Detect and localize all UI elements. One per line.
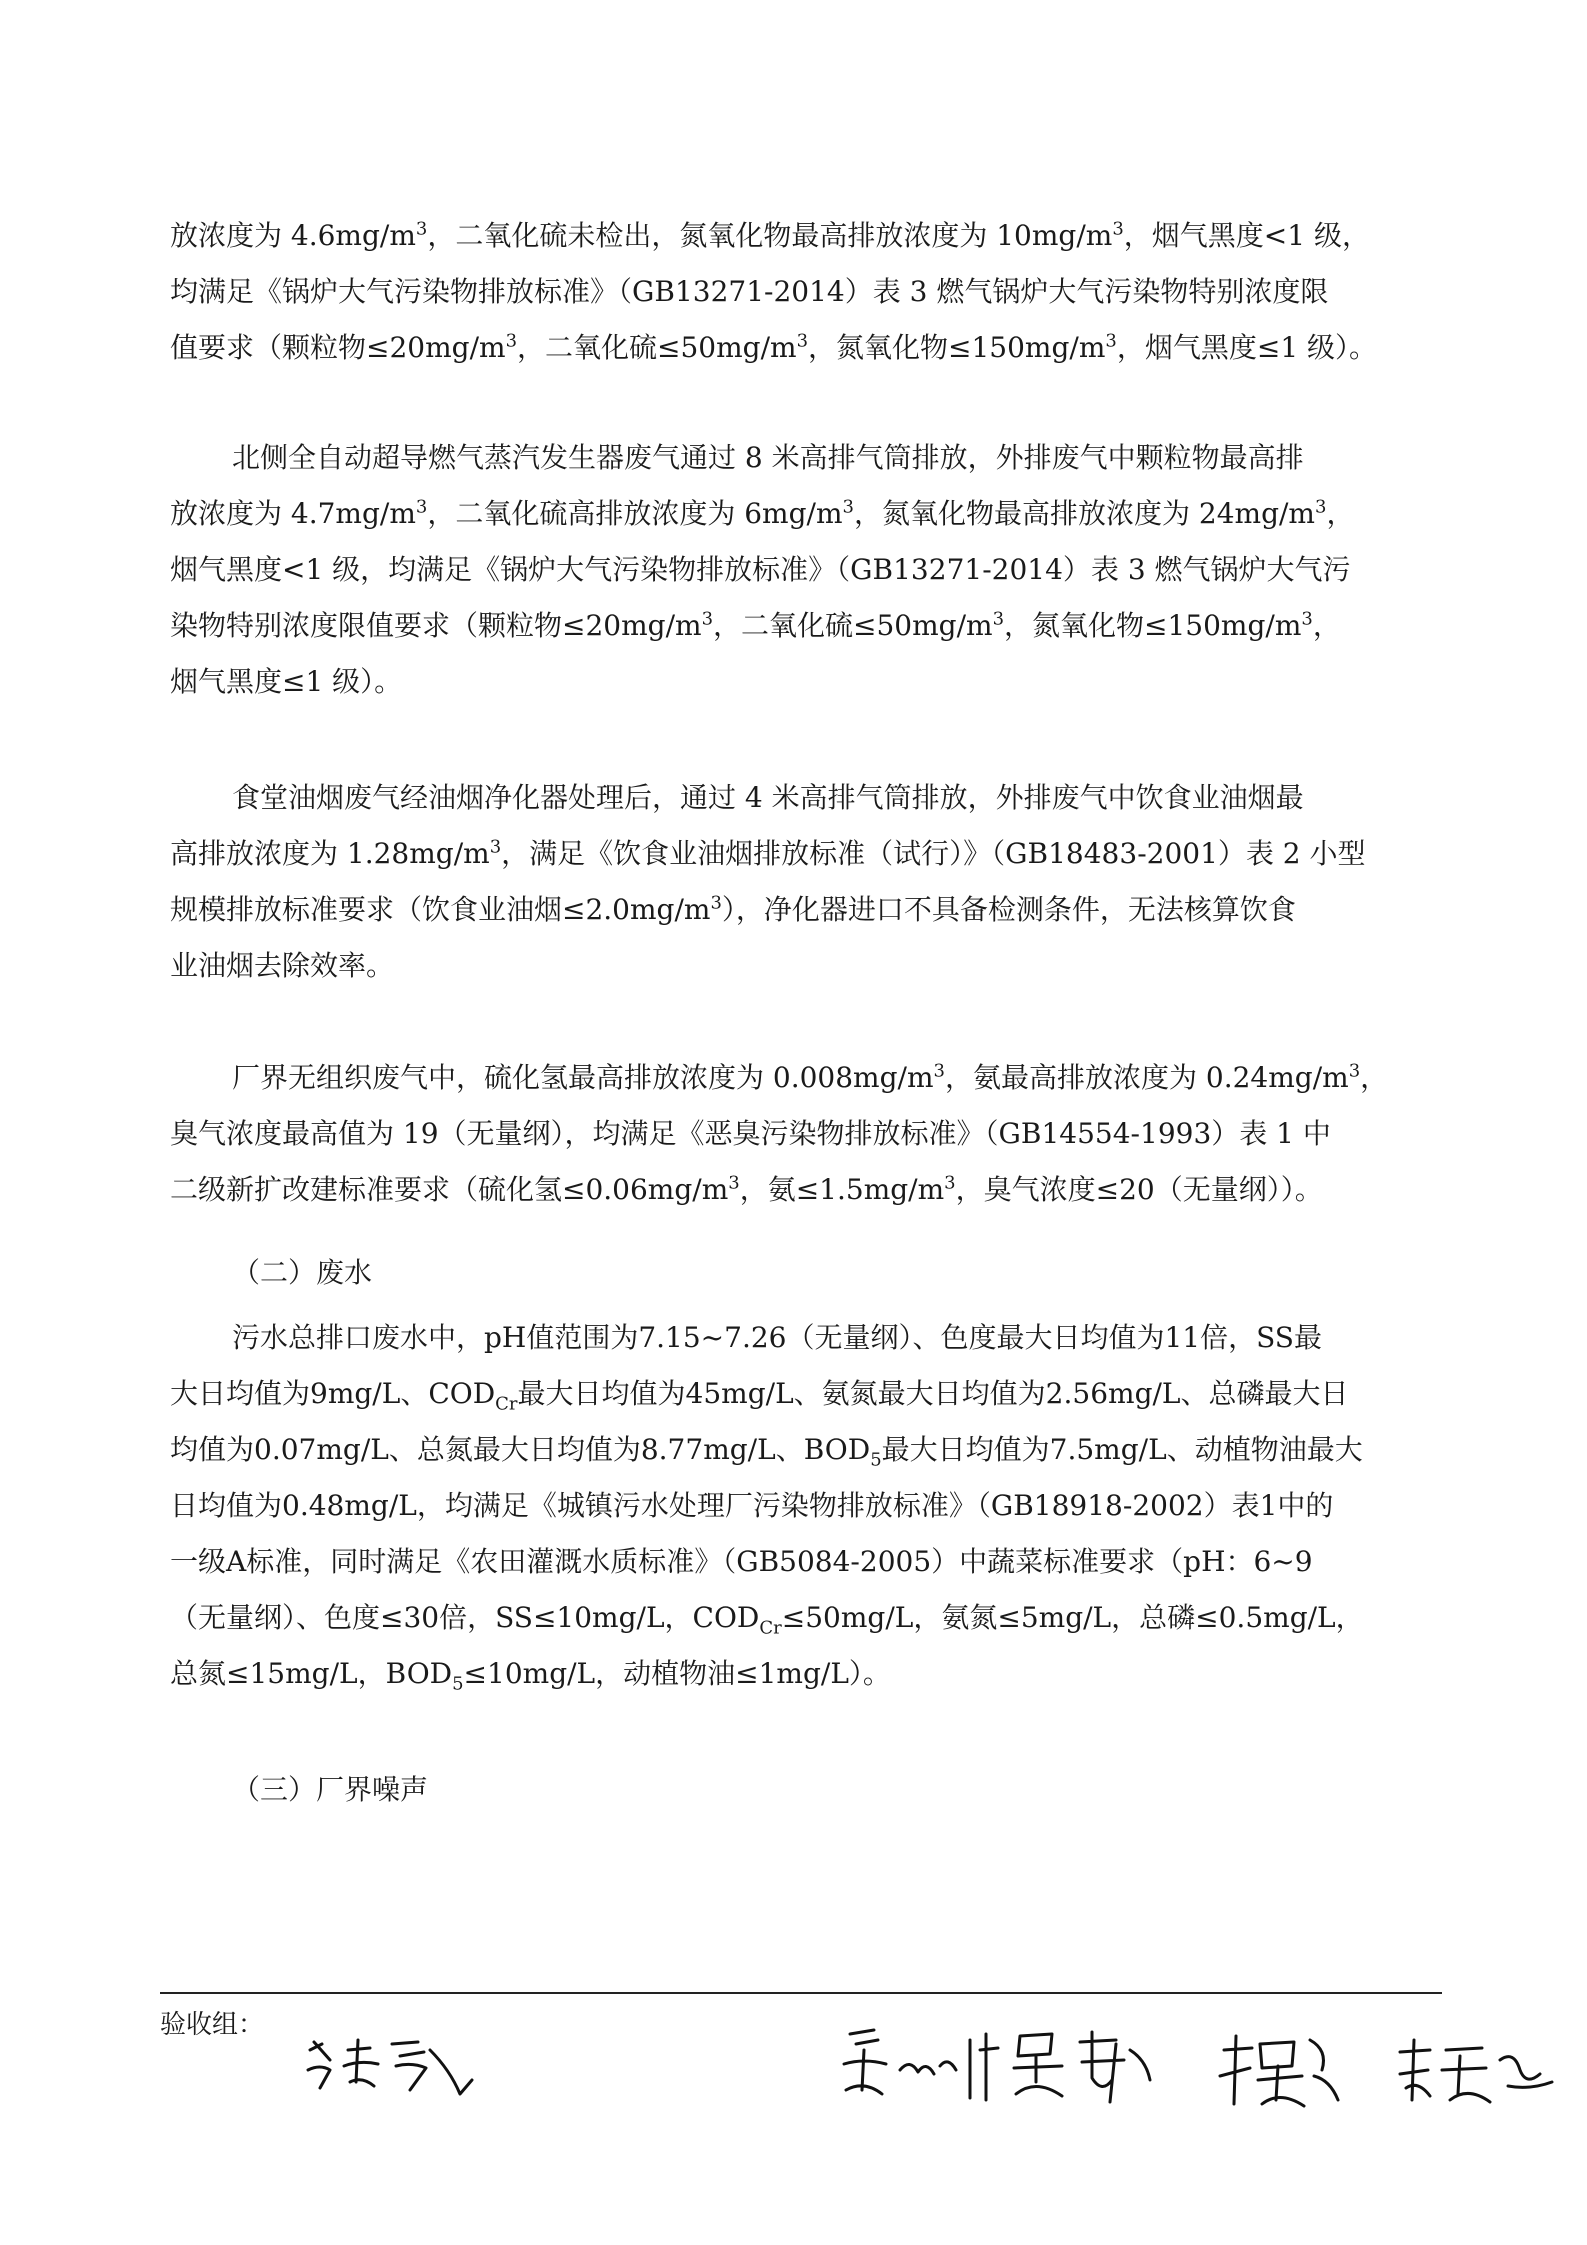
section-heading-wastewater: （二）废水	[232, 1256, 373, 1289]
text-line: 二级新扩改建标准要求（硫化氢$\le 0.06mg/m^3$，氨$\le 1.5mg/m^3$，臭气浓度≤20（无量纲））。	[170, 1172, 1323, 1206]
text-line: 染物特别浓度限值要求（颗粒物$\le 20mg/m^3$，二氧化硫$\le 50mg/m^3$，氮氧化物$\le 150mg/m^3$，	[170, 608, 1341, 642]
text-line: 总氮≤15mg/L，$BOD_5\le 10mg/L$，动植物油≤1mg/L）。	[170, 1657, 891, 1695]
paragraph-wastewater	[170, 1310, 1450, 1702]
signature-divider	[160, 1992, 1442, 1994]
text-line: 臭气浓度最高值为 19（无量纲），均满足《恶臭污染物排放标准》（GB14554-1993）表 1 中	[170, 1117, 1331, 1150]
text-line: （无量纲）、色度≤30倍，SS≤10mg/L，$COD_{Cr}\le 50mg/L$，氨氮≤5mg/L，总磷≤0.5mg/L，	[170, 1601, 1364, 1639]
handwritten-signature	[1390, 2030, 1560, 2110]
section-heading-noise: （三）厂界噪声	[232, 1773, 429, 1806]
text-line: 规模排放标准要求（饮食业油烟$\le 2.0mg/m^3$），净化器进口不具备检测条件，无法核算饮食	[170, 892, 1296, 926]
text-line: 值要求（颗粒物$\le 20mg/m^3$，二氧化硫$\le 50mg/m^3$，氮氧化物$\le 150mg/m^3$，烟气黑度≤1 级）。	[170, 330, 1378, 364]
text-line: 烟气黑度≤1 级）。	[170, 665, 403, 698]
text-line: 烟气黑度<1 级，均满足《锅炉大气污染物排放标准》（GB13271-2014）表 3 燃气锅炉大气污	[170, 553, 1351, 586]
text-line: 食堂油烟废气经油烟净化器处理后，通过 4 米高排气筒排放，外排废气中饮食业油烟最	[232, 781, 1304, 814]
paragraph-fugitive-emissions	[170, 1050, 1450, 1218]
text-line: 放浓度为 $4.7mg/m^3$，二氧化硫高排放浓度为 $6mg/m^3$，氮氧化物最高排放浓度为 $24mg/m^3$，	[170, 496, 1355, 530]
paragraph-boiler-emissions	[170, 208, 1450, 376]
text-line: 均满足《锅炉大气污染物排放标准》（GB13271-2014）表 3 燃气锅炉大气污染物特别浓度限	[170, 275, 1329, 308]
acceptance-group-label: 验收组：	[160, 2010, 265, 2040]
handwritten-signature	[300, 2030, 480, 2100]
paragraph-kitchen-fumes	[170, 770, 1450, 994]
text-line: 放浓度为 $4.6mg/m^3$，二氧化硫未检出，氮氧化物最高排放浓度为 $10mg/m^3$，烟气黑度<1 级，	[170, 218, 1370, 252]
text-line: 日均值为0.48mg/L，均满足《城镇污水处理厂污染物排放标准》（GB18918-2002）表1中的	[170, 1489, 1334, 1522]
text-line: 均值为0.07mg/L、总氮最大日均值为8.77mg/L、$BOD_5$最大日均值为7.5mg/L、动植物油最大	[170, 1433, 1363, 1471]
text-line: 北侧全自动超导燃气蒸汽发生器废气通过 8 米高排气筒排放，外排废气中颗粒物最高排	[232, 441, 1304, 474]
text-line: 大日均值为9mg/L、$COD_{Cr}$最大日均值为45mg/L、氨氮最大日均值为2.56mg/L、总磷最大日	[170, 1377, 1349, 1415]
text-line: 污水总排口废水中，pH值范围为7.15~7.26（无量纲）、色度最大日均值为11倍，SS最	[232, 1321, 1322, 1354]
text-line: 厂界无组织废气中，硫化氢最高排放浓度为 $0.008mg/m^3$，氨最高排放浓度为 $0.24mg/m^3$，	[232, 1060, 1389, 1094]
text-line: 一级A标准，同时满足《农田灌溉水质标准》（GB5084-2005）中蔬菜标准要求（pH：6~9	[170, 1545, 1313, 1578]
text-line: 业油烟去除效率。	[170, 949, 395, 982]
paragraph-steam-generator	[170, 430, 1450, 710]
handwritten-signature	[1210, 2020, 1350, 2120]
text-line: 高排放浓度为 $1.28mg/m^3$，满足《饮食业油烟排放标准（试行）》（GB18483-2001）表 2 小型	[170, 836, 1366, 870]
handwritten-signature	[830, 2020, 1170, 2110]
